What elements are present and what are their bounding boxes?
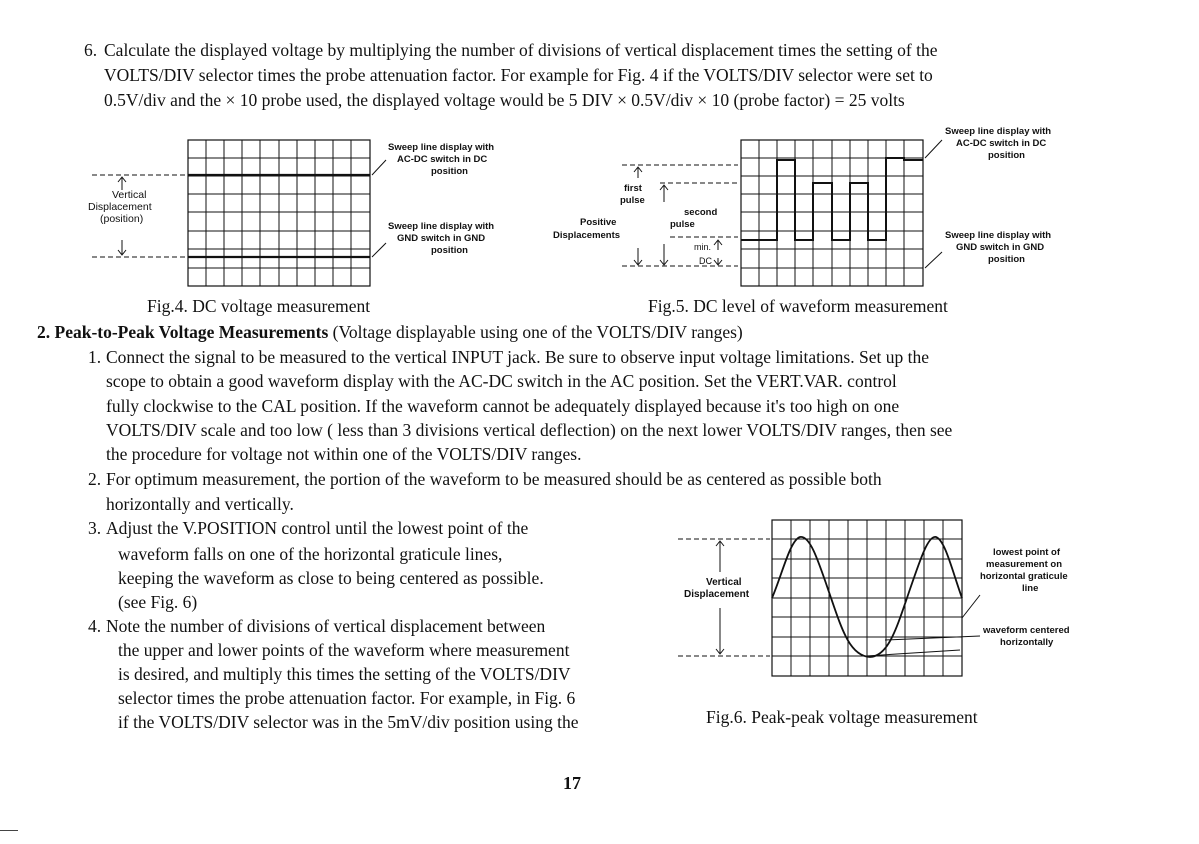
fig6-displacement-label: Displacement xyxy=(684,589,750,600)
fig4-sweep-gnd-line-3: position xyxy=(431,245,468,256)
step-1-line-3: fully clockwise to the CAL position. If the waveform cannot be adequately displayed because it's too high on one xyxy=(106,396,900,416)
fig4-vertical-label: Vertical xyxy=(112,189,147,201)
fig6-vertical-label: Vertical xyxy=(706,577,742,588)
section-2-heading-rest: (Voltage displayable using one of the VOLTS/DIV ranges) xyxy=(332,322,743,342)
fig6-centered-line-1: waveform centered xyxy=(983,625,1070,636)
step-3-line-4: (see Fig. 6) xyxy=(118,592,198,612)
fig6-centered-line-2: horizontally xyxy=(1000,637,1054,648)
fig5-sweep-ac-line-1: Sweep line display with xyxy=(945,126,1052,137)
fig4-sweep-dc-line-3: position xyxy=(431,166,468,177)
fig5-first-label: first xyxy=(624,183,642,194)
fig6-lowest-line-4: line xyxy=(1022,583,1039,594)
fig5-min-label: min. xyxy=(694,242,712,252)
step-6-line-3: 0.5V/div and the × 10 probe used, the displayed voltage would be 5 DIV × 0.5V/div × 10 (probe factor) = 25 volts xyxy=(104,90,905,110)
fig4-sweep-dc-line-2: AC-DC switch in DC xyxy=(397,154,488,165)
step-1-line-1: Connect the signal to be measured to the vertical INPUT jack. Be sure to observe input voltage limitations. Set up the xyxy=(106,347,929,367)
fig5-sweep-gnd-line-1: Sweep line display with xyxy=(945,230,1052,241)
step-4-line-5: if the VOLTS/DIV selector was in the 5mV/div position using the xyxy=(118,712,579,732)
fig6-caption: Fig.6. Peak-peak voltage measurement xyxy=(706,707,978,727)
step-1-line-5: the procedure for voltage not within one of the VOLTS/DIV ranges. xyxy=(106,444,582,464)
step-6-line-2: VOLTS/DIV selector times the probe attenuation factor. For example for Fig. 4 if the VOLTS/DIV selector were set to xyxy=(104,65,933,85)
fig4-caption: Fig.4. DC voltage measurement xyxy=(147,296,371,316)
step-6-number: 6. xyxy=(84,40,98,60)
page-number: 17 xyxy=(563,773,581,793)
fig6-lowest-line-3: horizontal graticule xyxy=(980,571,1068,582)
step-4-line-2: the upper and lower points of the waveform where measurement xyxy=(118,640,570,660)
step-4-line-4: selector times the probe attenuation factor. For example, in Fig. 6 xyxy=(118,688,576,708)
fig6-lowest-line-1: lowest point of xyxy=(993,547,1061,558)
step-3-line-1: Adjust the V.POSITION control until the lowest point of the xyxy=(106,518,529,538)
step-3-line-2: waveform falls on one of the horizontal graticule lines, xyxy=(118,544,503,564)
step-3-line-3: keeping the waveform as close to being centered as possible. xyxy=(118,568,544,588)
fig4-position-label: (position) xyxy=(100,213,144,225)
step-4-line-3: is desired, and multiply this times the setting of the VOLTS/DIV xyxy=(118,664,571,684)
fig5-sweep-ac-line-3: position xyxy=(988,150,1025,161)
fig5-second-label: second xyxy=(684,207,718,218)
fig6-lowest-line-2: measurement on xyxy=(986,559,1063,570)
step-1-number: 1. xyxy=(88,347,102,367)
step-2-line-2: horizontally and vertically. xyxy=(106,494,294,514)
section-2-heading-bold: 2. Peak-to-Peak Voltage Measurements xyxy=(37,322,329,342)
fig5-sweep-gnd-line-3: position xyxy=(988,254,1025,265)
fig5-sweep-ac-line-2: AC-DC switch in DC xyxy=(956,138,1047,149)
fig5-displacements-label: Displacements xyxy=(553,230,621,241)
step-1-line-2: scope to obtain a good waveform display with the AC-DC switch in the AC position. Set the VERT.VAR. control xyxy=(106,371,897,391)
fig5-second-pulse-label: pulse xyxy=(670,219,695,230)
fig5-positive-label: Positive xyxy=(580,217,617,228)
step-1-line-4: VOLTS/DIV scale and too low ( less than 3 divisions vertical deflection) on the next lower VOLTS/DIV ranges, then see xyxy=(106,420,953,440)
fig5-sweep-gnd-line-2: GND switch in GND xyxy=(956,242,1045,253)
fig4-sweep-gnd-line-1: Sweep line display with xyxy=(388,221,495,232)
fig4-sweep-gnd-line-2: GND switch in GND xyxy=(397,233,486,244)
fig5-dc-label: DC xyxy=(699,256,712,266)
fig4-displacement-label: Displacement xyxy=(88,201,152,213)
scan-edge-mark xyxy=(0,830,18,831)
step-2-line-1: For optimum measurement, the portion of the waveform to be measured should be as centered as possible both xyxy=(106,469,882,489)
step-6-line-1: Calculate the displayed voltage by multiplying the number of divisions of vertical displacement times the setting of the xyxy=(104,40,938,60)
fig5-first-pulse-label: pulse xyxy=(620,195,645,206)
step-2-number: 2. xyxy=(88,469,102,489)
step-4-line-1: Note the number of divisions of vertical displacement between xyxy=(106,616,546,636)
fig5-caption: Fig.5. DC level of waveform measurement xyxy=(648,296,948,316)
step-4-number: 4. xyxy=(88,616,102,636)
step-3-number: 3. xyxy=(88,518,102,538)
fig4-sweep-dc-line-1: Sweep line display with xyxy=(388,142,495,153)
